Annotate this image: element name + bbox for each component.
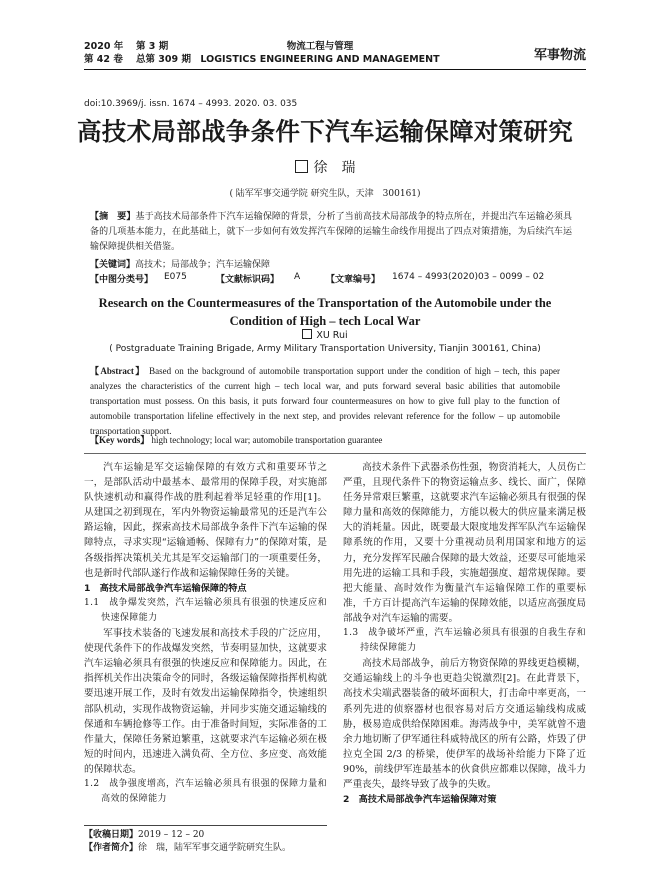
abstract-en (90, 364, 560, 439)
running-header-left (84, 40, 191, 66)
body-paragraph: 高技术条件下武器杀伤性强，物资消耗大，人员伤亡严重，且现代条件下的物资运输点多、线长、面广，保障任务异常艰巨繁重，这就要求汽车运输必须具有很强的保障力量和高效的保障能力，方能以极大的供应量来满足极大的消耗量。因此，既要最大限度地发挥军队汽车运输保障系统的作用，又要十分重视动员利用国家和地方的运力，充分发挥军民融合保障的最大效益，还要尽可能地采用先进的运输工具和手段，实施超强度、超常规保障。要把大能量、高时效作为衡量汽车运输保障工作的重要标准，千方百计提高汽车运输的保障效能，以适应高强度局部战争对汽车运输的需要。 (343, 462, 586, 624)
subsection-heading: 1.3 战争破坏严重，汽车运输必须具有很强的自我生存和持续保障能力 (343, 628, 586, 654)
author-bio: 徐 瑞，陆军军事交通学院研究生队。 (138, 843, 292, 853)
author-box-icon (302, 329, 312, 339)
clc-value: E075 (164, 272, 187, 282)
header-rule (84, 69, 586, 70)
keywords-cn-text: 高技术；局部战争；汽车运输保障 (135, 260, 271, 270)
article-number-value: 1674 – 4993(2020)03 – 0099 – 02 (392, 272, 545, 282)
subsection-heading: 1.1 战争爆发突然，汽车运输必须具有很强的快速反应和快速保障能力 (84, 597, 327, 623)
issue-year: 2020 年 (84, 41, 124, 52)
received-date: 2019 – 12 – 20 (138, 830, 205, 840)
journal-name-cn: 物流工程与管理 (286, 41, 354, 52)
keywords-en (90, 433, 560, 446)
clc-label: 【中图分类号】 (90, 275, 154, 285)
author-bio-label: 【作者简介】 (84, 843, 139, 853)
article-title-cn: 高技术局部战争条件下汽车运输保障对策研究 (77, 117, 573, 146)
total-issue-number: 总第 309 期 (136, 54, 191, 65)
author-cn (200, 157, 450, 177)
article-number-label: 【文章编号】 (326, 275, 381, 285)
footnote-rule (84, 825, 327, 826)
section-heading: 2 高技术局部战争汽车运输保障对策 (343, 794, 497, 806)
journal-name (200, 40, 440, 66)
body-paragraph: 高技术局部战争，前后方物资保障的界线更趋模糊，交通运输线上的斗争也更趋尖锐激烈[2]。在此背景下，高技术尖端武器装备的破坏面积大，打击命中率更高，一系列先进的侦察器材也很容易对后方交通运输线构成威胁，极易造成供给保障困难。海湾战争中，美军就曾不遗余力地切断了伊军通往科威特战区的所有公路，炸毁了伊拉克全国 2/3 的桥梁，使伊军的战场补给能力下降了近 90%，前线伊军连最基本的伙食供应都难以保障，战斗力严重丧失，最终导致了战争的失败。 (343, 658, 586, 790)
author-en (250, 329, 400, 341)
body-paragraph: 军事技术装备的飞速发展和高技术手段的广泛应用，使现代条件下的作战爆发突然，节奏明显加快，这就要求汽车运输必须具有很强的快速反应和保障能力。因此，在指挥机关作出决策命令的同时，各级运输保障指挥机构就要迅速开展工作，及时有效发出运输保障指令，快速组织部队机动，实现作战物资运输，并同步实施交通运输线的保通和车辆抢修等工作。由于准备时间短，实际准备的工作量大，保障任务紧迫繁重，这就要求汽车运输必须在极短的时间内，迅速进入满负荷、全方位、多应变、高效能的保障状态。 (84, 628, 327, 775)
footnote (84, 829, 344, 855)
keywords-en-label: 【Key words】 (90, 435, 150, 445)
section-heading: 1 高技术局部战争汽车运输保障的特点 (84, 582, 247, 594)
abstract-en-label: 【Abstract】 (90, 366, 146, 376)
doc-code-value: A (294, 272, 301, 282)
subsection-heading: 1.2 战争强度增高，汽车运输必须具有很强的保障力量和高效的保障能力 (84, 778, 327, 805)
issue-number: 第 3 期 (136, 41, 169, 52)
doc-code-label: 【文献标识码】 (216, 275, 280, 285)
affiliation-cn: ( 陆军军事交通学院 研究生队，天津 300161) (229, 189, 421, 199)
keywords-cn (90, 257, 572, 270)
abstract-cn-text: 基于高技术局部条件下汽车运输保障的背景，分析了当前高技术局部战争的特点所在，并提出汽车运输必须具备的几项基本能力，在此基础上，就下一步如何有效发挥汽车保障的运输生命线作用提出了四点对策措施，为后续汽车运输保障提供相关借鉴。 (90, 212, 572, 252)
author-name-cn: 徐 瑞 (313, 160, 356, 176)
body-column-left (84, 460, 327, 807)
keywords-cn-label: 【关键词】 (90, 260, 136, 270)
doi: doi:10.3969/j. issn. 1674 – 4993. 2020. 03. 035 (84, 99, 298, 109)
volume-number: 第 42 卷 (84, 54, 123, 65)
keywords-en-text: high technology; local war; automobile transportation guarantee (151, 435, 383, 445)
article-title-en: Research on the Countermeasures of the Transportation of the Automobile under the Condition of High – tech Local War (98, 296, 552, 328)
affiliation-en: ( Postgraduate Training Brigade, Army Military Transportation University, Tianjin 300161, China) (109, 344, 541, 354)
abstract-en-text: Based on the background of automobile transportation support under the condition of high – tech, this paper analyzes the characteristics of the current high – tech local war, and puts forward several basic abilities that automobile transportation must possess. On this basis, it puts forward four countermeasures on how to give full play to the function of automobile transportation lifeline effectively in the next step, and provides relevant reference for the follow – up automobile transportation support. (90, 366, 560, 436)
author-name-en: XU Rui (316, 330, 348, 341)
body-paragraph: 汽车运输是军交运输保障的有效方式和重要环节之一，是部队活动中最基本、最常用的保障手段，对实施部队快速机动和赢得作战的胜利起着举足轻重的作用[1]。从建国之初到现在，军内外物资运输最常见的还是汽车公路运输，因此，探索高技术局部战争条件下汽车运输的保障特点，寻求实现“运输通畅、保障有力”的保障对策，是各级指挥决策机关尤其是军交运输部门的一项重要任务，也是新时代部队遂行作战和运输保障任务的关键。 (84, 462, 327, 579)
abstract-cn-label: 【摘 要】 (90, 212, 136, 222)
abstract-cn (90, 210, 572, 255)
section-divider (84, 453, 586, 454)
journal-name-en: LOGISTICS ENGINEERING AND MANAGEMENT (200, 54, 440, 65)
body-column-right (343, 460, 586, 807)
author-box-icon (295, 160, 308, 173)
received-label: 【收稿日期】 (84, 830, 139, 840)
section-label: 军事物流 (533, 48, 586, 63)
